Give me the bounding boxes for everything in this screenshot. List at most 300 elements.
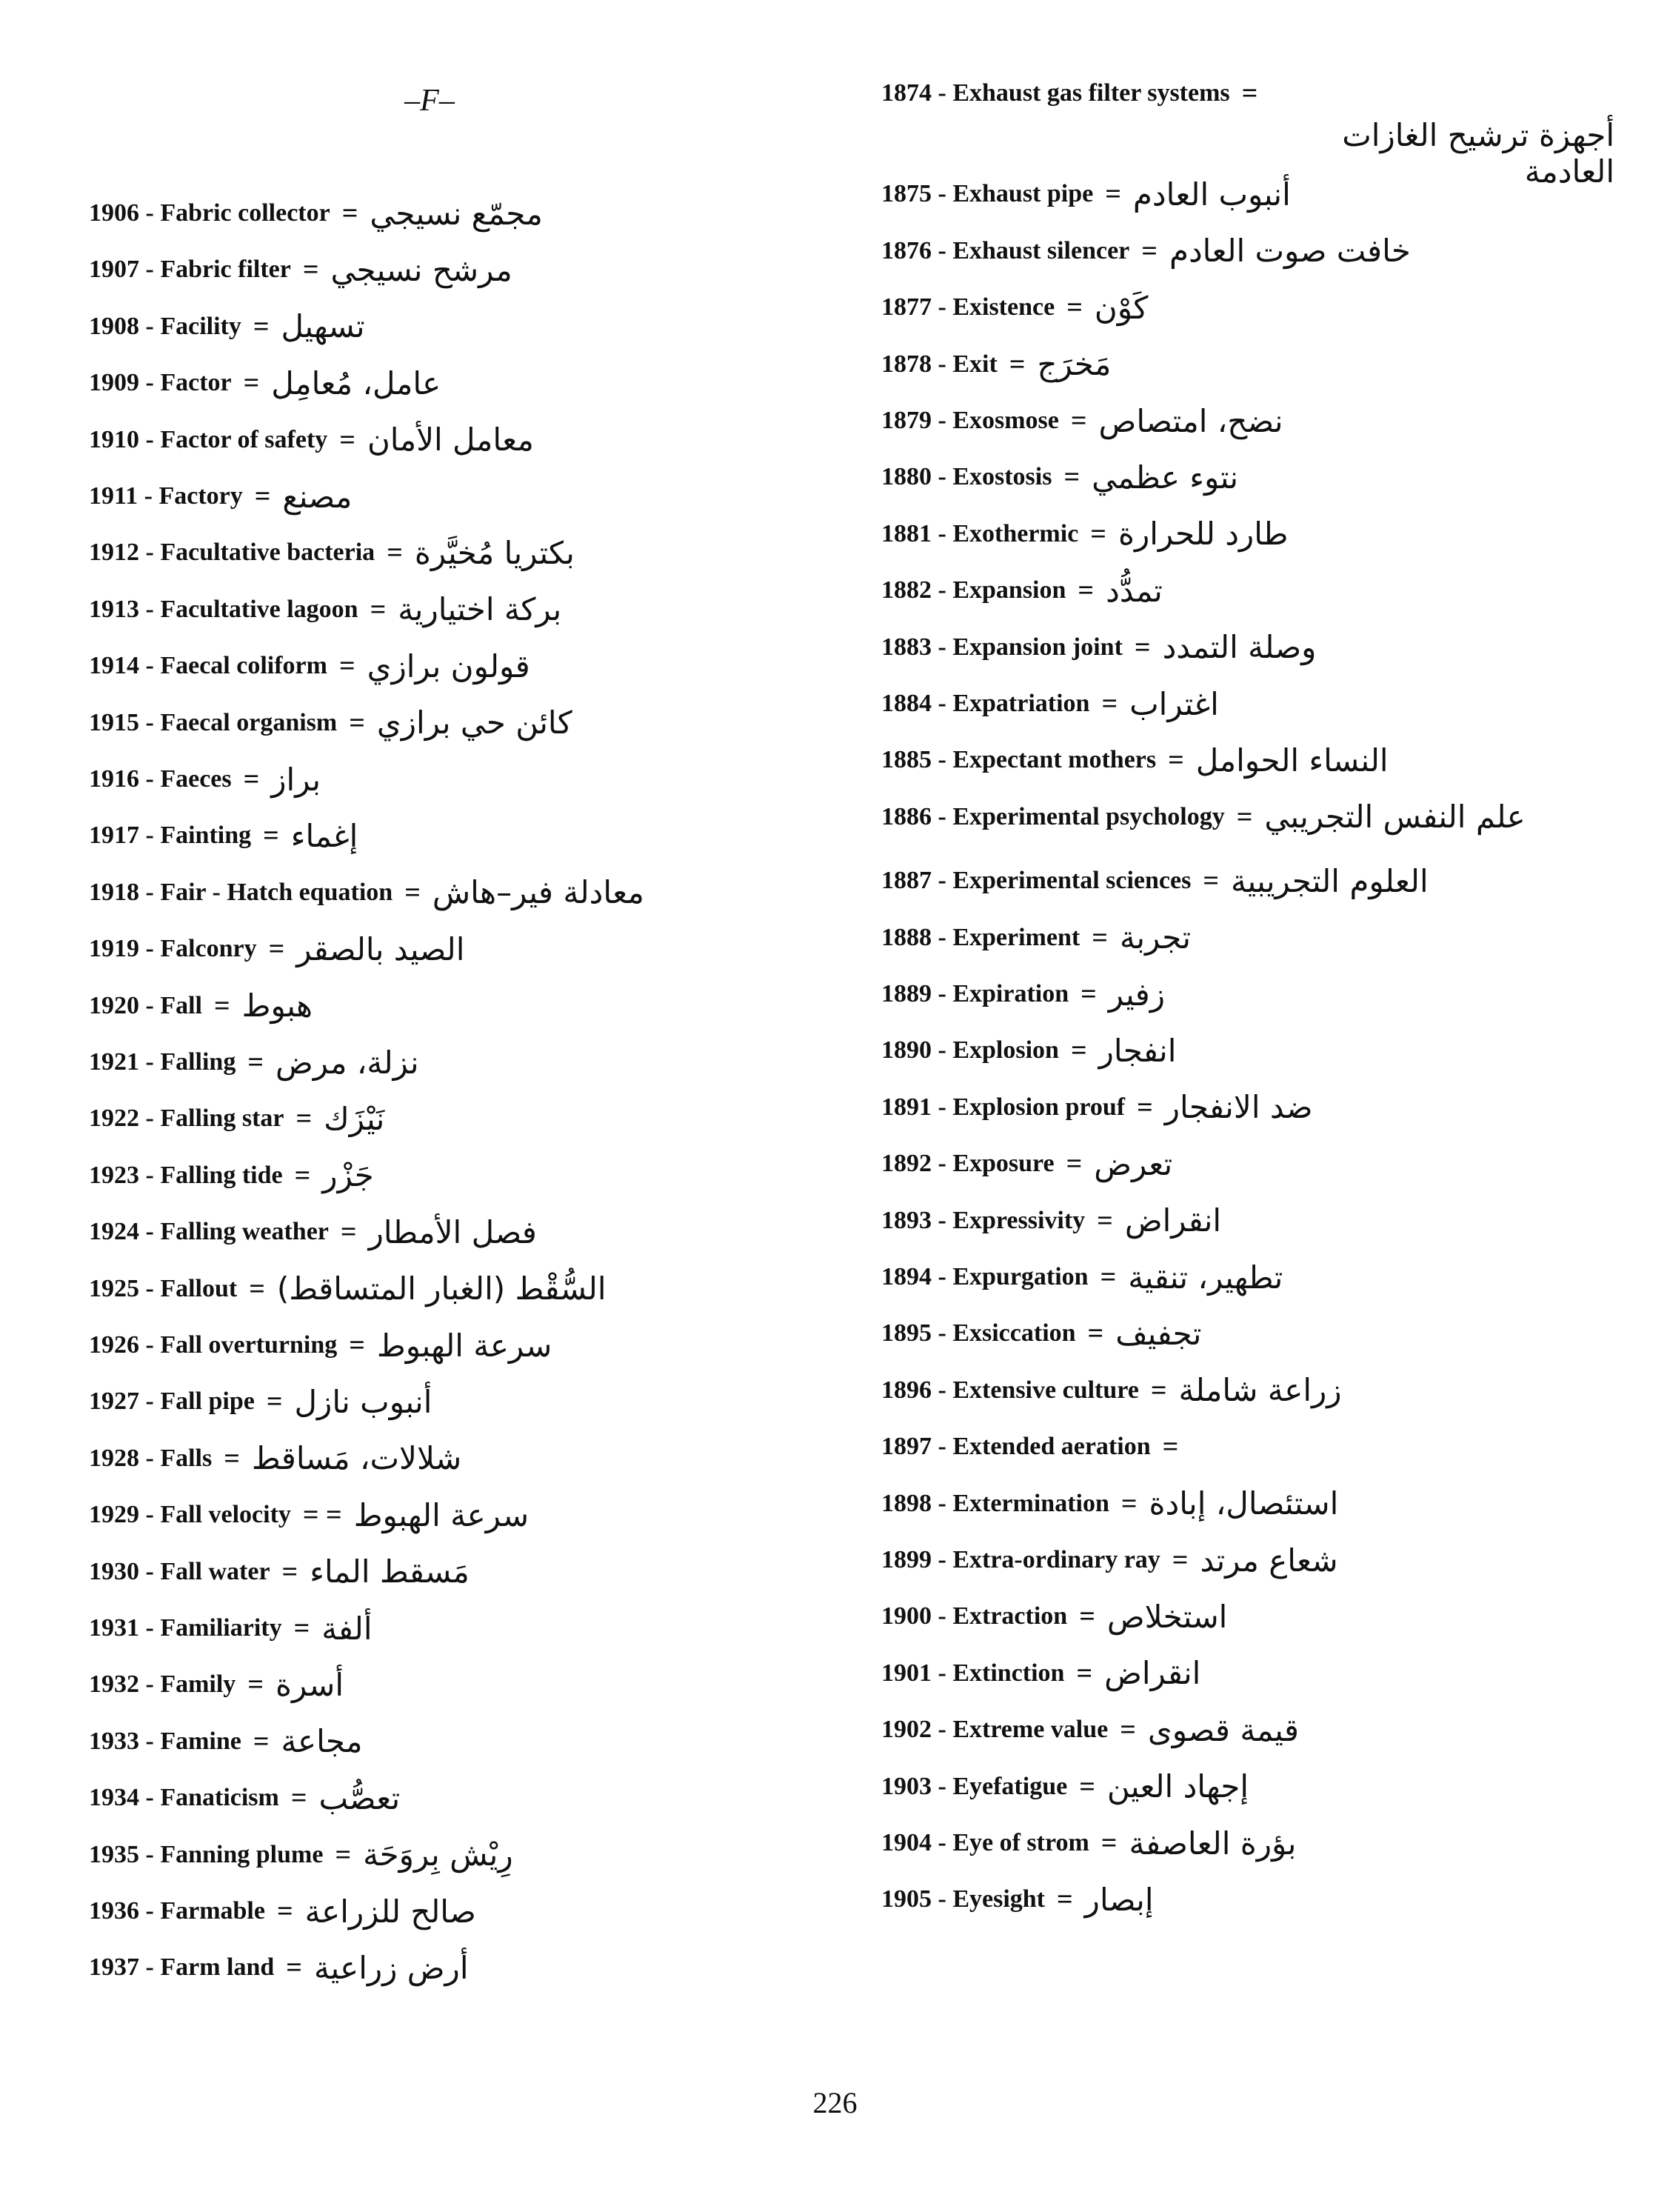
equals-sign: = [338, 650, 355, 682]
entry-separator: - [139, 539, 161, 567]
dictionary-entry [89, 529, 575, 576]
entry-term [881, 1150, 1055, 1178]
entry-english-term: Fall velocity [160, 1501, 291, 1529]
entry-term [89, 369, 232, 397]
entry-english-term: Expurgation [952, 1263, 1089, 1290]
dictionary-entry [89, 1039, 419, 1086]
entry-number: 1903 [881, 1772, 932, 1800]
equals-sign: = [276, 1896, 293, 1927]
dictionary-entry [881, 736, 1389, 784]
dictionary-entry [881, 227, 1411, 275]
dictionary-entry [89, 1378, 432, 1425]
entry-number: 1927 [89, 1388, 139, 1416]
equals-sign: = [243, 764, 260, 795]
dictionary-entry [89, 1661, 344, 1708]
entry-number: 1926 [89, 1331, 139, 1359]
entry-number: 1923 [89, 1161, 139, 1189]
entry-english-term: Extreme value [952, 1716, 1109, 1744]
equals-sign: = [1079, 1601, 1095, 1633]
entry-english-term: Fall water [160, 1557, 270, 1585]
entry-number: 1901 [881, 1659, 932, 1687]
entry-separator: - [139, 1727, 161, 1755]
entry-arabic-translation: بكتريا مُخيَّرة [414, 534, 575, 571]
equals-sign: = [1120, 1488, 1138, 1519]
entry-number: 1933 [89, 1727, 139, 1755]
entry-separator: - [139, 312, 161, 340]
entry-term [89, 1841, 323, 1869]
entry-1874-continuation: أجهزة ترشيح الغازات العادمة [1342, 117, 1614, 190]
equals-sign: = [295, 1103, 313, 1135]
entry-number: 1875 [881, 180, 932, 208]
dictionary-entry [881, 793, 1526, 841]
equals-sign: = [404, 876, 421, 908]
equals-sign: = [340, 1216, 357, 1248]
equals-sign: = [1100, 1828, 1118, 1859]
entry-term [881, 1546, 1160, 1574]
entry-separator: - [932, 1206, 953, 1234]
dictionary-entry [89, 642, 530, 690]
entry-english-term: Extra-ordinary ray [952, 1546, 1160, 1573]
entry-number: 1935 [89, 1840, 139, 1868]
entry-separator: - [139, 1784, 161, 1812]
entry-english-term: Exit [952, 350, 998, 378]
entry-separator: - [932, 1489, 953, 1517]
dictionary-entry [89, 1152, 374, 1199]
entry-arabic-translation: عامل، مُعامِل [271, 364, 441, 402]
entry-separator: - [932, 1829, 953, 1856]
entry-english-term: Fair - Hatch equation [160, 878, 393, 906]
entry-separator: - [932, 746, 953, 774]
dictionary-entry [881, 1027, 1176, 1074]
equals-sign: = [1101, 688, 1118, 719]
entry-number: 1913 [89, 595, 139, 623]
equals-sign: = [247, 1669, 264, 1701]
entry-english-term: Familiarity [160, 1614, 282, 1642]
entry-term [89, 482, 243, 510]
entry-english-term: Fallout [160, 1274, 238, 1302]
entry-arabic-translation: مرشح نسيجي [330, 251, 512, 288]
entry-english-term: Farm land [160, 1953, 275, 1982]
entry-term [881, 407, 1059, 435]
dictionary-entry [881, 1084, 1313, 1131]
entry-term [89, 935, 257, 963]
dictionary-entry [89, 473, 352, 520]
dictionary-entry [881, 1310, 1201, 1357]
equals-sign: = [1079, 1770, 1095, 1802]
entry-term [881, 180, 1093, 208]
entry-term [881, 803, 1225, 831]
entry-arabic-translation: اغتراب [1129, 685, 1219, 722]
entry-arabic-translation: قولون برازي [367, 647, 530, 684]
entry-number: 1931 [89, 1614, 139, 1642]
entry-arabic-translation: تجفيف [1115, 1315, 1202, 1352]
equals-sign: = [281, 1556, 298, 1588]
equals-sign: = [243, 367, 260, 399]
entry-arabic-translation: إبصار [1084, 1881, 1154, 1918]
entry-term [881, 1319, 1076, 1347]
dictionary-entry [881, 624, 1316, 671]
entry-number: 1886 [881, 802, 932, 830]
entry-arabic-translation: بركة اختيارية [398, 591, 562, 628]
entry-separator: - [932, 519, 953, 547]
entry-separator: - [139, 1501, 161, 1529]
entry-term [881, 1885, 1045, 1913]
entry-english-term: Falls [160, 1444, 213, 1472]
dictionary-entry [881, 1819, 1296, 1867]
entry-english-term: Expiration [952, 980, 1069, 1007]
entry-term [881, 1207, 1085, 1235]
entry-term [881, 1716, 1108, 1744]
entry-number: 1898 [881, 1489, 932, 1517]
entry-separator: - [932, 293, 953, 322]
entry-separator: - [139, 1840, 161, 1868]
entry-arabic-translation: مصنع [282, 478, 353, 515]
section-dash-left: – [404, 84, 421, 118]
entry-term [881, 1433, 1151, 1461]
equals-sign: = [1057, 1884, 1073, 1916]
entry-english-term: Exhaust silencer [952, 236, 1130, 264]
entry-separator: - [139, 1444, 161, 1472]
entry-arabic-translation: سرعة الهبوط [376, 1327, 552, 1364]
entry-separator: - [139, 1105, 161, 1133]
entry-separator: - [932, 576, 953, 604]
dictionary-entry [881, 1876, 1154, 1923]
entry-term [881, 746, 1156, 774]
equals-sign: = [1100, 1262, 1117, 1293]
equals-sign: = [224, 1442, 240, 1474]
entry-number: 1922 [89, 1105, 139, 1133]
equals-sign: = [1168, 744, 1184, 776]
entry-arabic-translation: مَخرَج [1037, 346, 1112, 383]
entry-separator: - [932, 1319, 953, 1347]
dictionary-entry [881, 914, 1191, 962]
entry-english-term: Fall overturning [160, 1331, 338, 1359]
dictionary-entry [881, 397, 1283, 444]
entry-english-term: Falconry [160, 935, 257, 963]
entry-english-term: Facility [160, 312, 241, 340]
entry-english-term: Experimental psychology [952, 802, 1225, 830]
entry-separator: - [932, 1036, 953, 1065]
dictionary-entry [881, 1650, 1200, 1697]
equals-sign: = [1203, 865, 1219, 897]
dictionary-entry [89, 756, 321, 803]
equals-sign: = [349, 707, 365, 739]
entry-english-term: Factor [160, 369, 232, 397]
entry-number: 1890 [881, 1036, 932, 1065]
dictionary-entry [881, 1140, 1172, 1187]
entry-arabic-translation: أسرة [275, 1666, 344, 1703]
entry-arabic-translation: خافت صوت العادم [1169, 233, 1411, 270]
equals-sign: = [249, 1273, 265, 1305]
entry-term [89, 1331, 337, 1359]
entry-number: 1928 [89, 1444, 139, 1472]
entry-separator: - [932, 407, 953, 434]
entry-term [89, 1501, 291, 1529]
section-letter-text: F [420, 84, 439, 118]
entry-separator: - [139, 708, 161, 736]
entry-english-term: Exhaust pipe [952, 180, 1094, 208]
entry-number: 1904 [881, 1829, 932, 1856]
entry-english-term: Fabric collector [160, 199, 330, 227]
equals-sign: = [1162, 1431, 1179, 1463]
entry-number: 1912 [89, 539, 139, 567]
equals-sign: = [1090, 518, 1106, 550]
entry-arabic-translation: ضد الانفجار [1164, 1089, 1313, 1126]
entry-english-term: Expressivity [952, 1206, 1086, 1234]
entry-separator: - [139, 1161, 161, 1189]
dictionary-entry [881, 1593, 1227, 1640]
entry-term [89, 822, 251, 850]
entry-number: 1917 [89, 822, 139, 850]
entry-term [89, 1105, 284, 1133]
equals-sign: = [1066, 292, 1083, 324]
dictionary-entry [881, 680, 1219, 727]
entry-english-term: Factory [158, 482, 243, 510]
entry-english-term: Existence [952, 293, 1055, 322]
entry-english-term: Faeces [160, 765, 232, 793]
dictionary-entry [881, 1253, 1283, 1301]
entry-term [89, 1558, 270, 1586]
dictionary-entry [881, 510, 1288, 558]
dictionary-entry [881, 1197, 1221, 1245]
entry-number: 1930 [89, 1557, 139, 1585]
entry-number: 1929 [89, 1501, 139, 1529]
entry-english-term: Fanning plume [160, 1840, 324, 1868]
entry-separator: - [932, 1716, 953, 1744]
entry-number: 1877 [881, 293, 932, 322]
entry-separator: - [932, 463, 953, 491]
entry-english-term: Explosion [952, 1036, 1059, 1065]
entry-arabic-translation: ألفة [321, 1610, 373, 1647]
entry-number: 1878 [881, 350, 932, 378]
entry-number: 1920 [89, 991, 139, 1019]
entry-separator: - [139, 595, 161, 623]
entry-separator: - [139, 369, 161, 397]
entry-english-term: Fanaticism [160, 1784, 279, 1812]
entry-english-term: Facultative bacteria [160, 539, 375, 567]
entry-number: 1914 [89, 652, 139, 680]
entry-term [89, 596, 358, 624]
entry-english-term: Fainting [160, 822, 252, 850]
entry-arabic-translation: الصيد بالصقر [296, 930, 465, 967]
dictionary-entry [881, 1536, 1338, 1584]
entry-separator: - [932, 1885, 953, 1913]
dictionary-entry [89, 1322, 552, 1369]
equals-sign: = [247, 1047, 264, 1078]
dictionary-entry [89, 1944, 469, 1991]
equals-sign: = [254, 481, 271, 512]
equals-sign: = [266, 1386, 283, 1418]
entry-term [881, 633, 1123, 662]
entry-term [881, 463, 1052, 491]
entry-separator: - [139, 1557, 161, 1585]
entry-arabic-translation: كائن حي برازي [376, 704, 572, 742]
entry-term [881, 79, 1230, 107]
equals-sign: = [290, 1782, 307, 1814]
entry-number: 1891 [881, 1093, 932, 1121]
entry-term [89, 1614, 282, 1642]
dictionary-entry [89, 699, 572, 747]
entry-english-term: Extended aeration [952, 1433, 1151, 1461]
entry-number: 1937 [89, 1953, 139, 1982]
equals-sign: = [1066, 1148, 1083, 1180]
entry-separator: - [139, 878, 161, 906]
entry-term [89, 1388, 255, 1416]
entry-arabic-translation: زراعة شاملة [1178, 1372, 1342, 1409]
entry-arabic-translation: سرعة الهبوط [353, 1496, 530, 1533]
entry-english-term: Expansion joint [952, 633, 1123, 661]
entry-arabic-translation: مجاعة [281, 1723, 363, 1760]
dictionary-entry [89, 1265, 607, 1313]
equals-sign: = [1150, 1374, 1167, 1406]
dictionary-entry [89, 1491, 529, 1539]
entry-arabic-translation: السُّقْط (الغبار المتساقط) [276, 1270, 607, 1307]
entry-arabic-translation: أنبوب العادم [1132, 176, 1291, 213]
entry-arabic-translation: نتوء عظمي [1092, 459, 1239, 496]
equals-sign: = [1070, 405, 1087, 436]
entry-term [89, 709, 337, 737]
dictionary-entry [881, 170, 1291, 218]
entry-separator: - [932, 1433, 953, 1461]
equals-sign: = [1092, 922, 1108, 953]
equals-sign: = [339, 424, 355, 456]
entry-english-term: Falling tide [160, 1161, 283, 1189]
equals-sign: = [1076, 1657, 1093, 1689]
dictionary-entry [881, 857, 1429, 905]
entry-number: 1919 [89, 935, 139, 963]
entry-number: 1880 [881, 463, 932, 491]
entry-number: 1902 [881, 1716, 932, 1744]
entry-term [881, 576, 1066, 604]
equals-sign: = [294, 1159, 311, 1191]
entry-number: 1918 [89, 878, 139, 906]
entry-separator: - [932, 802, 953, 830]
entry-arabic-translation: تعرض [1094, 1145, 1173, 1182]
entry-english-term: Expansion [952, 576, 1066, 604]
equals-sign: = [1241, 78, 1258, 109]
entry-number: 1893 [881, 1206, 932, 1234]
equals-sign: = [1081, 979, 1097, 1010]
dictionary-entry [89, 869, 644, 916]
entry-number: 1881 [881, 519, 932, 547]
dictionary-entry [89, 303, 365, 350]
equals-sign: = [1063, 462, 1081, 493]
entry-arabic-translation: إغماء [290, 817, 358, 854]
entry-separator: - [139, 1614, 161, 1642]
entry-arabic-translation: نضح، امتصاص [1098, 402, 1283, 439]
entry-arabic-translation: انفجار [1098, 1032, 1177, 1069]
entry-arabic-translation: انقراض [1104, 1655, 1201, 1692]
equals-sign: = [1087, 1318, 1104, 1350]
entry-arabic-translation: مجمّع نسيجي [370, 195, 543, 232]
entry-term [881, 867, 1191, 895]
entry-english-term: Experiment [952, 923, 1081, 951]
entry-english-term: Faecal coliform [160, 652, 327, 680]
entry-term [881, 924, 1080, 952]
entry-separator: - [932, 79, 953, 107]
entry-term [881, 1376, 1139, 1405]
entry-separator: - [932, 1546, 953, 1573]
dictionary-entry [89, 1208, 537, 1256]
entry-separator: - [932, 923, 953, 951]
entry-term [89, 1784, 279, 1812]
entry-separator: - [138, 482, 159, 510]
entry-number: 1925 [89, 1274, 139, 1302]
entry-separator: - [932, 1263, 953, 1290]
entry-number: 1885 [881, 746, 932, 774]
entry-term [89, 313, 241, 341]
equals-sign: = = [302, 1499, 342, 1531]
entry-number: 1915 [89, 708, 139, 736]
entry-arabic-translation: طارد للحرارة [1118, 516, 1289, 553]
dictionary-entry [881, 1423, 1190, 1470]
entry-number: 1899 [881, 1546, 932, 1573]
entry-arabic-translation: نزلة، مرض [275, 1044, 419, 1081]
entry-separator: - [139, 1388, 161, 1416]
entry-term [881, 1490, 1109, 1518]
entry-number: 1874 [881, 79, 932, 107]
entry-term [89, 199, 330, 227]
entry-separator: - [139, 1274, 161, 1302]
equals-sign: = [1120, 1714, 1136, 1746]
entry-term [89, 256, 291, 284]
entry-english-term: Falling star [160, 1105, 284, 1133]
entry-term [881, 1602, 1067, 1630]
dictionary-entry [89, 359, 441, 407]
dictionary-entry [881, 284, 1148, 331]
entry-separator: - [139, 822, 161, 850]
entry-arabic-translation: قيمة قصوى [1147, 1711, 1299, 1748]
entry-term [881, 520, 1078, 548]
entry-arabic-translation: العلوم التجريبية [1230, 862, 1429, 899]
section-dash-right: – [438, 84, 455, 118]
entry-separator: - [932, 867, 953, 895]
entry-number: 1883 [881, 633, 932, 661]
entry-term [881, 1263, 1089, 1291]
entry-arabic-translation: فصل الأمطار [368, 1213, 537, 1250]
entry-number: 1884 [881, 690, 932, 717]
entry-number: 1909 [89, 369, 139, 397]
equals-sign: = [370, 593, 387, 625]
equals-sign: = [335, 1839, 352, 1870]
entry-separator: - [932, 1093, 953, 1121]
entry-separator: - [932, 350, 953, 378]
dictionary-entry [89, 1435, 461, 1482]
entry-english-term: Falling [160, 1048, 236, 1076]
equals-sign: = [214, 990, 230, 1022]
dictionary-entry [89, 1548, 470, 1596]
entry-arabic-translation: تعصُّب [318, 1779, 401, 1816]
equals-sign: = [1097, 1205, 1113, 1236]
entry-english-term: Extinction [952, 1659, 1065, 1687]
entry-english-term: Fall pipe [160, 1388, 255, 1416]
entry-arabic-translation: أرض زراعية [313, 1949, 469, 1986]
entry-term [89, 1218, 329, 1246]
entry-separator: - [932, 1602, 953, 1630]
dictionary-entry [89, 1888, 476, 1935]
entry-separator: - [139, 1331, 161, 1359]
entry-arabic-translation: زفير [1108, 976, 1166, 1013]
entry-separator: - [139, 765, 161, 793]
entry-english-term: Exostosis [952, 463, 1052, 491]
entry-arabic-translation: كَوْن [1094, 289, 1149, 326]
entry-arabic-translation: شلالات، مَساقط [251, 1440, 462, 1477]
dictionary-entry [89, 1095, 384, 1142]
dictionary-entry [881, 970, 1165, 1018]
dictionary-entry [881, 453, 1238, 501]
entry-number: 1907 [89, 256, 139, 284]
entry-number: 1916 [89, 765, 139, 793]
